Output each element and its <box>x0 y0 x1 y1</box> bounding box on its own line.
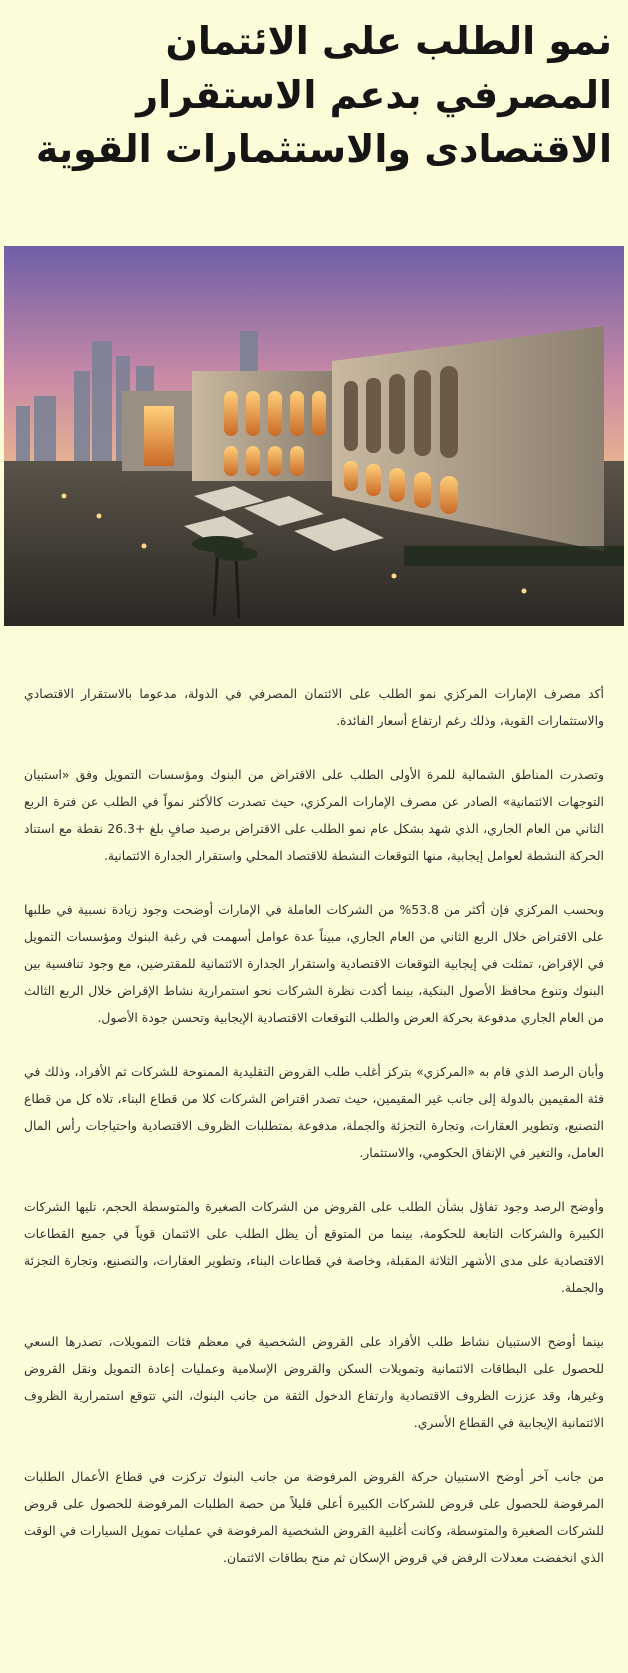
article-paragraph: وتصدرت المناطق الشمالية للمرة الأولى الطلب على الاقتراض من البنوك ومؤسسات التمويل وفق «استبيان التوجهات الائتمانية» الصادر عن مصرف الإمارات المركزي، حيث تصدرت كالأكثر نمواً في الطلب عن فترة الربع الثاني من العام الجاري، الذي شهد بشكل عام نمو الطلب على الاقتراض برصيد صافٍ بلغ +26.3 نقطة مع استناد الحركة النشطة لعوامل إيجابية، منها التوقعات النشطة للاقتصاد المحلي واستقرار الجدارة الائتمانية. <box>24 767 604 863</box>
article-body <box>24 680 604 1598</box>
article-paragraph: وأوضح الرصد وجود تفاؤل بشأن الطلب على القروض من الشركات الصغيرة والمتوسطة الحجم، تليها الشركات الكبيرة والشركات التابعة للحكومة، بينما من المتوقع أن يظل الطلب على الائتمان قوياً في جميع القطاعات الاقتصادية على مدى الأشهر الثلاثة المقبلة، وخاصة في قطاعات البناء، وتطوير العقارات، والتصنيع، وتجارة التجزئة والجملة. <box>24 1199 604 1295</box>
article-headline: نمو الطلب على الائتمان المصرفي بدعم الاستقرار الاقتصادى والاستثمارات القوية <box>35 19 612 171</box>
article-paragraph: وبحسب المركزي فإن أكثر من 53.8% من الشركات العاملة في الإمارات أوضحت وجود زيادة نسبية في طلبها على الاقتراض خلال الربع الثاني من العام الجاري، مبيناً عدة عوامل أسهمت في رغبة البنوك ومؤسسات التمويل في الإقراض، تمثلت في إيجابية التوقعات الاقتصادية واستقرار الجدارة الائتمانية للمقترضين، مع وجود تنافسية بين البنوك وتنوع محافظ الأصول البنكية، بينما أكدت نظرة الشركات نحو استمرارية نشاط الإقراض خلال الربع الثالث من العام الجاري مدفوعة بحركة العرض والطلب التوقعات الاقتصادية الإيجابية وتحسن جودة الأصول. <box>24 902 604 1025</box>
article-paragraph: وأبان الرصد الذي قام به «المركزي» بتركز أغلب طلب القروض التقليدية الممنوحة للشركات ثم الأفراد، وذلك في فئة المقيمين بالدولة إلى جانب غير المقيمين، حيث تصدر اقتراض الشركات كلا من قطاع البناء، تلاه كل من قطاع التصنيع، وتطوير العقارات، وتجارة التجزئة والجملة، مدفوعة بمتطلبات الظروف الاقتصادية واحتياجات رأس المال العامل، والتغير في الإنفاق الحكومي، والاستثمار. <box>24 1064 604 1160</box>
article-paragraph: أكد مصرف الإمارات المركزي نمو الطلب على الائتمان المصرفي في الدولة، مدعوما بالاستقرار الاقتصادي والاستثمارات القوية، وذلك رغم ارتفاع أسعار الفائدة. <box>24 686 604 728</box>
central-bank-building-photo <box>4 246 624 626</box>
hero-image <box>4 246 624 626</box>
article-paragraph: من جانب آخر أوضح الاستبيان حركة القروض المرفوضة من جانب البنوك تركزت في قطاع الأعمال الطلبات المرفوضة للحصول على قروض للشركات الكبيرة أعلى قليلاً من حصة الطلبات المرفوضة للحصول على قروض للشركات الصغيرة والمتوسطة، وكانت أغلبية القروض الشخصية المرفوضة في عمليات تمويل السيارات في الوقت الذي انخفضت معدلات الرفض في قروض الإسكان ثم منح بطاقات الائتمان. <box>24 1469 604 1565</box>
article-paragraph: بينما أوضح الاستبيان نشاط طلب الأفراد على القروض الشخصية في معظم فئات التمويلات، تصدرها السعي للحصول على البطاقات الائتمانية وتمويلات السكن والقروض الإسلامية وعمليات إعادة التمويل ونقل القروض وغيرها، وقد عززت الظروف الاقتصادية وارتفاع الدخول الثقة من جانب البنوك، التي تتوقع استمرارية الظروف الائتمانية الإيجابية في القطاع الأسري. <box>24 1334 604 1430</box>
